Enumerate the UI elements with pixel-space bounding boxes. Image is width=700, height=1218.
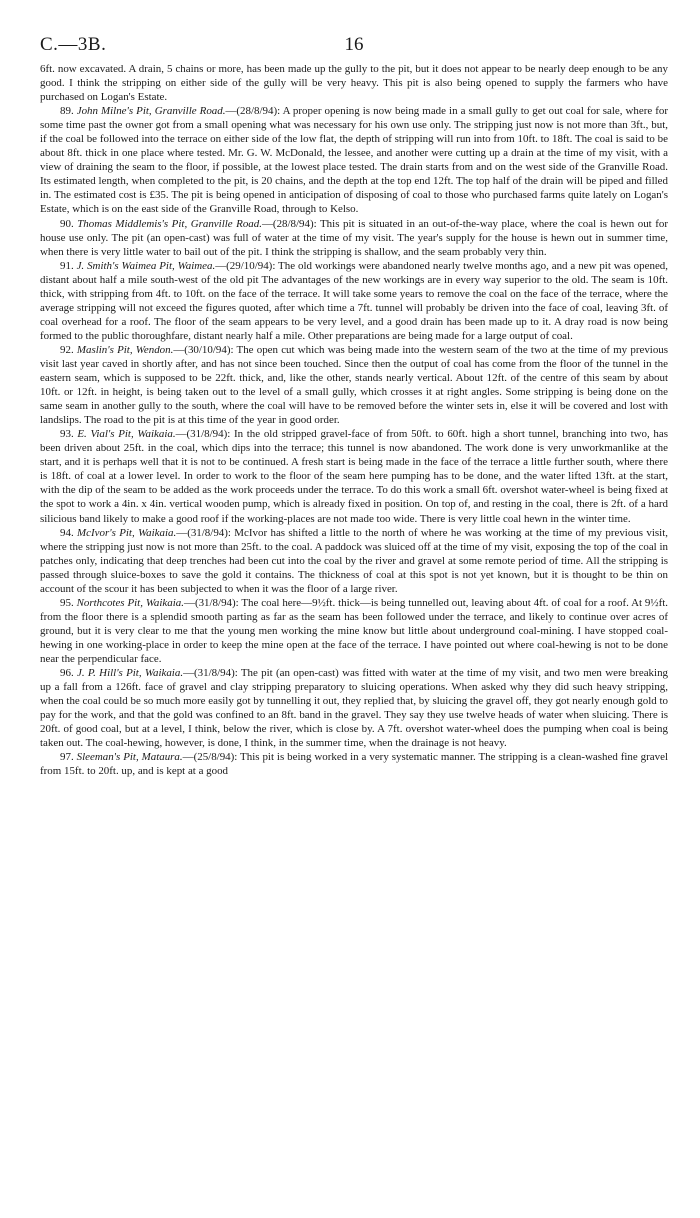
page-number: 16 [344, 34, 364, 55]
paragraph-text: —(28/8/94): This pit is situated in an out-of-the-way place, where the coal is hewn out for house use only. The pit (an open-cast) was full of water at the time of my visit. The year's supply for the house is hewn out in summer time, when there is very little water to bail out of the pit. I think the stripping is shallow, and the seam probably very thin. [40, 217, 668, 258]
pit-title: John Milne's Pit, Granville Road. [76, 105, 226, 118]
pit-title: Sleeman's Pit, Mataura. [76, 751, 183, 764]
page-header [40, 30, 668, 62]
paragraph-number: 91. [60, 259, 74, 272]
document-reference: C.—3B. [40, 34, 107, 55]
paragraph-89 [40, 104, 668, 216]
paragraph-text: —(25/8/94): This pit is being worked in a very systematic manner. The stripping is a clean-washed fine gravel from 15ft. to 20ft. up, and is kept at a good [40, 751, 668, 778]
paragraph-text: 6ft. now excavated. A drain, 5 chains or more, has been made up the gully to the pit, but it does not appear to be nearly deep enough to be any good. I think the stripping on either side of the gully will be very heavy. This pit is also being opened to supply the farmers who have purchased on Logan's Estate. [40, 63, 668, 104]
paragraph-number: 90. [60, 217, 74, 230]
paragraph-number: 93. [60, 428, 74, 441]
paragraph-text: —(31/8/94): The pit (an open-cast) was fitted with water at the time of my visit, and two men were breaking up a fall from a 126ft. face of gravel and clay stripping preparatory to sluicing operations. When asked why they did such heavy stripping, when the coal could be so much more easily got by tunnelling it out, they replied that, by sluicing the gravel off, they got nearly enough gold to pay for the work, and that the gold was confined to an 8ft. band in the gravel. They say they use twelve heads of water when sluicing. There is 20ft. of good coal, but at a level, I think, below the river, which is close by. A 7ft. overshot water-wheel does the pumping when coal is being taken out. The coal-hewing, however, is done, I think, in the summer time, when the drainage is not heavy. [40, 667, 669, 750]
pit-title: E. Vial's Pit, Waikaia. [77, 428, 176, 441]
paragraph-95 [40, 596, 668, 666]
paragraph-text: —(30/10/94): The open cut which was being made into the western seam of the two at the time of my previous visit last year caved in shortly after, and has not since been touched. Since then the output of coal has come from the floor of the tunnel in the eastern seam, which is supposed to be 22ft. thick, and, like the other, stands nearly vertical. About 12ft. of the centre of this seam by about 10ft. or 12ft. in height, is being taken out to the level of a small gully, which crosses it at right angles. Some stripping is being done on the same seam in another gully to the south, where the coal will have to be removed before the winter sets in, else it will be covered and lost with landslips. The road to the pit is at this time of the year in good order. [40, 343, 669, 427]
paragraph-94 [40, 526, 668, 596]
paragraph-number: 94. [60, 526, 74, 539]
paragraph-number: 92. [60, 343, 74, 356]
paragraph-number: 97. [60, 751, 74, 764]
paragraph-text: —(28/8/94): A proper opening is now being made in a small gully to get out coal for sale, where for some time past the owner got from a small opening what was necessary for his own use only. The stripping just now is not more than 3ft., but, if the coal be followed into the terrace on either side of the low flat, the depth of stripping will run into from 10ft. to 18ft. The coal is said to be about 8ft. thick in one place where tested. Mr. G. W. McDonald, the lessee, and another were cutting up a drain at the time of my visit, with a view of draining the seam to the floor, if possible, at the lowest place tested. The drain starts from and on the west side of the Granville Road. Its estimated length, when completed to the pit, is 20 chains, and the depth at the top end 12ft. The top half of the drain will be piped and filled in. The estimated cost is £35. The pit is being opened in anticipation of disposing of coal to those who purchased farms quite lately on Logan's Estate, which is on the east side of the Granville Road, through to Kelso. [40, 105, 669, 216]
paragraph-91 [40, 259, 668, 343]
paragraph-number: 95. [60, 596, 74, 609]
paragraph-text: —(31/8/94): The coal here—9½ft. thick—is being tunnelled out, leaving about 4ft. of coal for a roof. At 9½ft. from the floor there is a splendid smooth parting as far as the seam has been followed under the terrace, and likely to continue over acres of ground, but it is very clear to me that the young men working the mine know but little about underground coal-mining. I have stopped coal-hewing in one working-place in order to keep the mine open at the face of the terrace. I have pointed out where coal-hewing is not to be done near the perpendicular face. [40, 596, 668, 665]
paragraph-text: —(31/8/94): In the old stripped gravel-face of from 50ft. to 60ft. high a short tunnel, branching into two, has been driven about 25ft. in the coal, which dips into the terrace; this tunnel is now abandoned. The work done is very unworkmanlike at the start, and it is perhaps well that it is not to be continued. A fresh start is being made in the face of the terrace a little further south, where there is 18ft. of coal at a lower level. In order to work to the floor of the seam here pumping has to be done, and the water lifted 13ft. at the start, with the dip of the seam to be added as the work proceeds under the terrace. To do this work a small 6ft. overshot water-wheel is being fixed at the spot to work a 4in. x 4in. vertical wooden pump, which is already fixed in position. On top of, and resting in the coal, there is 2ft. of a hard silicious band likely to make a good roof if the working-places are not made too wide. There is very little coal hewn in the winter time. [40, 428, 668, 525]
pit-title: Maslin's Pit, Wendon. [76, 343, 174, 356]
paragraph-93 [40, 427, 668, 525]
paragraph-number: 96. [60, 667, 74, 680]
paragraph-text: —(29/10/94): The old workings were abandoned nearly twelve months ago, and a new pit was opened, distant about half a mile south-west of the old pit The advantages of the new workings are in every way superior to the old. The seam is 10ft. thick, with stripping from 4ft. to 10ft. on the face of the terrace. It will take some years to remove the coal on the face of the terrace, where the average stripping will not exceed the figures quoted, after which time a 7ft. tunnel will probably be driven into the face of coal, leaving 3ft. of coal overhead for a roof. The floor of the seam appears to be very level, and a good drain has been made up to it. A dray road is now being formed to the public thoroughfare, distant nearly half a mile. Other preparations are being made for a large output of coal. [40, 259, 669, 342]
pit-title: J. P. Hill's Pit, Waikaia. [76, 667, 184, 680]
pit-title: Northcotes Pit, Waikaia. [76, 596, 184, 609]
paragraph-number: 89. [60, 105, 74, 118]
paragraph-92 [40, 343, 668, 427]
report-body [40, 62, 668, 778]
paragraph-text: —(31/8/94): McIvor has shifted a little to the north of where he was working at the time of my previous visit, where the stripping just now is not more than 25ft. to the coal. A paddock was sluiced off at the time of my visit, exposing the top of the coal in patches only, indicating that deep trenches had been cut into the coal by the river and gravel at some remote period of time. All the stripping is passed through sluice-boxes to save the gold it contains. The thickness of coal at this spot is not yet known, but it is thought to be thin on account of the scour it has been subjected to when it was the floor of a large river. [40, 526, 668, 595]
paragraph-97 [40, 750, 668, 778]
pit-title: J. Smith's Waimea Pit, Waimea. [76, 259, 216, 272]
paragraph-continuation [40, 62, 668, 104]
paragraph-96 [40, 666, 668, 750]
paragraph-90 [40, 217, 668, 259]
pit-title: Thomas Middlemis's Pit, Granville Road. [77, 217, 262, 230]
pit-title: McIvor's Pit, Waikaia. [77, 526, 177, 539]
